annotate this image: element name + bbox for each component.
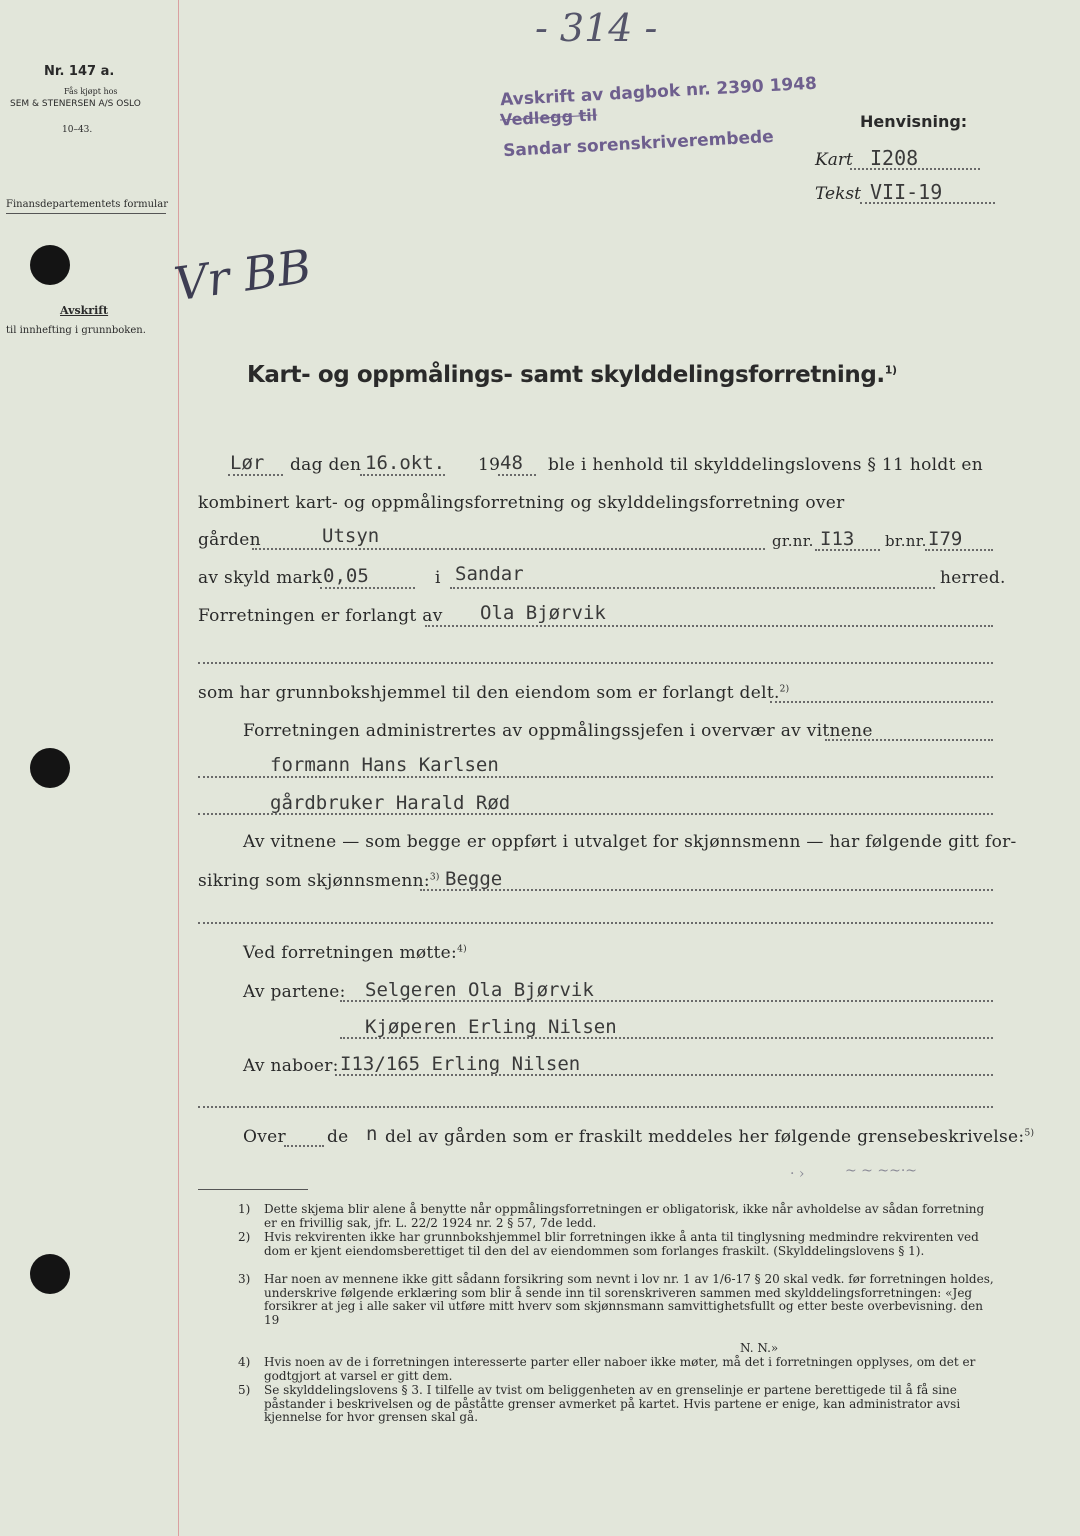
brnr-label: br.nr. — [885, 532, 927, 550]
punch-hole-bottom — [30, 1254, 70, 1294]
year-dots — [498, 474, 536, 476]
in-label: i — [435, 568, 441, 588]
ministry-form-label: Finansdepartementets formular — [6, 199, 168, 210]
ministry-underline — [6, 213, 166, 214]
witness-text-2 — [198, 871, 440, 891]
punch-hole-middle — [30, 748, 70, 788]
footnote-5 — [238, 1384, 994, 1425]
over-dots — [284, 1145, 324, 1147]
footnote-1-number: 1) — [238, 1202, 251, 1216]
year-prefix: 19 — [478, 455, 501, 475]
document-title — [247, 362, 897, 388]
farm-dots — [252, 548, 765, 550]
farm-label: gården — [198, 530, 261, 550]
grnr-value: I13 — [820, 528, 855, 550]
herred-label: herred. — [940, 568, 1006, 588]
title-footnote-ref: 1) — [884, 363, 897, 377]
form-number: Nr. 147 a. — [44, 64, 115, 79]
intro-line-2: kombinert kart- og oppmålingsforretning og skylddelingsforretning over — [198, 493, 845, 513]
owner-line — [198, 683, 790, 703]
party-2-dots — [340, 1037, 993, 1039]
intro-rest: ble i henhold til skylddelingslovens § 11 holdt en — [548, 455, 984, 475]
owner-dots — [770, 701, 993, 703]
met-label — [243, 943, 467, 963]
footnote-4-text: Hvis noen av de i forretningen interesserte parter eller naboer ikke møter, må det i forretningen opplyses, om det er godtgjort at varsel er gitt dem. — [264, 1355, 976, 1383]
skyld-value: 0,05 — [323, 565, 369, 587]
stamp-line-2: Sandar sorenskriverembede — [502, 126, 775, 162]
de-label: de — [327, 1127, 349, 1147]
stamp-line-1: Avskrift av dagbok nr. 2390 1948 — [499, 73, 818, 111]
requested-extra-dots — [198, 662, 993, 664]
witness-1: formann Hans Karlsen — [270, 754, 499, 776]
witness-text-1: Av vitnene — som begge er oppført i utvalget for skjønnsmenn — har følgende gitt for- — [243, 832, 1017, 852]
footnote-3-signature-text: N. N.» — [740, 1341, 779, 1355]
footnote-3-text: Har noen av mennene ikke gitt sådann forsikring som nevnt i lov nr. 1 av 1/6-17 § 20 skal vedk. før forretningen holdes, underskrive følgende erklæring som blir å sende inn til sorenskriveren sammen med skylddelingsforretningen: «Jeg forsikrer at jeg i alle saker vil utføre mitt hverv som skjønnsmann samvittighetsfullt og etter beste overbevisning. den 19 — [264, 1272, 994, 1327]
footnote-2 — [238, 1231, 994, 1258]
boundary-footnote-ref: 5) — [1024, 1128, 1035, 1139]
form-supplier-line2: SEM & STENERSEN A/S OSLO — [10, 99, 141, 109]
requested-dots — [425, 625, 993, 627]
requested-value: Ola Bjørvik — [480, 602, 606, 624]
farm-value: Utsyn — [322, 525, 380, 547]
kart-dots — [850, 168, 980, 170]
copy-purpose: til innhefting i grunnboken. — [6, 325, 146, 336]
form-supplier-line1: Fås kjøpt hos — [64, 87, 118, 96]
admin-line: Forretningen administrertes av oppmålingssjefen i overvær av vitnene — [243, 721, 873, 741]
owner-line-text: som har grunnbokshjemmel til den eiendom som er forlangt delt. — [198, 683, 780, 703]
day-dots — [228, 474, 283, 476]
owner-footnote-ref: 2) — [779, 684, 790, 695]
party-1-dots — [340, 1000, 993, 1002]
kart-value: I208 — [870, 146, 919, 170]
tekst-label: Tekst — [815, 184, 861, 204]
footnote-3-signature — [740, 1342, 820, 1356]
footnote-3-number: 3) — [238, 1272, 251, 1286]
party-2: Kjøperen Erling Nilsen — [365, 1016, 617, 1038]
neighbours-label: Av naboer: — [243, 1056, 339, 1076]
brnr-value: I79 — [928, 528, 963, 550]
stamp-struck-text: Vedlegg til — [499, 105, 598, 130]
boundary-text — [385, 1127, 1034, 1147]
neighbour-extra-dots — [198, 1106, 993, 1108]
part-value: n — [366, 1123, 378, 1145]
document-title-text: Kart- og oppmålings- samt skylddelingsforretning. — [247, 362, 885, 388]
party-1: Selgeren Ola Bjørvik — [365, 979, 594, 1001]
over-label: Over — [243, 1127, 286, 1147]
kart-label: Kart — [815, 150, 853, 170]
brnr-dots — [925, 549, 993, 551]
faint-mark: · › — [790, 1166, 805, 1182]
form-date: 10–43. — [62, 125, 93, 135]
admin-dots — [825, 739, 993, 741]
footnote-2-text: Hvis rekvirenten ikke har grunnbokshjemmel blir forretningen ikke å anta til tinglysning medmindre rekvirenten ved dom er kjent eiendomsberettiget til den del av eiendommen som forlanges fraskilt. (Skylddelingslovens § 1). — [264, 1230, 979, 1258]
faint-scribble: ~ ~ ~~·~ — [845, 1163, 918, 1179]
witness-footnote-ref: 3) — [429, 872, 440, 883]
witness-answer-dots — [420, 889, 993, 891]
year-suffix: 48 — [500, 452, 523, 474]
grnr-label: gr.nr. — [772, 532, 814, 550]
handwritten-initials: Vr BB — [170, 238, 315, 312]
skyld-label: av skyld mark — [198, 568, 323, 588]
footnote-1-text: Dette skjema blir alene å benytte når oppmålingsforretningen er obligatorisk, ikke når avholdelse av sådan forretning er en frivillig sak, jfr. L. 22/2 1924 nr. 2 § 57, 7de ledd. — [264, 1202, 985, 1230]
requested-label: Forretningen er forlangt av — [198, 606, 443, 626]
margin-rule — [178, 0, 179, 1536]
parties-label: Av partene: — [243, 982, 346, 1002]
punch-hole-top — [30, 245, 70, 285]
footnote-2-number: 2) — [238, 1230, 251, 1244]
neighbour-1: I13/165 Erling Nilsen — [340, 1053, 581, 1075]
footnote-divider — [198, 1189, 308, 1190]
herred-dots — [450, 587, 935, 589]
footnote-3 — [238, 1273, 994, 1327]
witness-text-2-text: sikring som skjønnsmenn: — [198, 871, 430, 891]
tekst-value: VII-19 — [870, 180, 943, 204]
day-label: dag den — [290, 455, 362, 475]
witness-2: gårdbruker Harald Rød — [270, 792, 511, 814]
boundary-text-content: del av gården som er fraskilt meddeles her følgende grensebeskrivelse: — [385, 1127, 1025, 1147]
page-number: - 314 - — [535, 6, 658, 50]
met-label-text: Ved forretningen møtte: — [243, 943, 458, 963]
witness-1-dots — [198, 776, 993, 778]
witness-2-dots — [198, 813, 993, 815]
day-name: Lør — [230, 452, 265, 474]
footnote-4-number: 4) — [238, 1355, 251, 1369]
footnote-5-text: Se skylddelingslovens § 3. I tilfelle av tvist om beliggenheten av en grenselinje er partene berettigede til å få sine påstander i beskrivelsen og de påståtte grenser avmerket på kartet. Hvis partene er enige, kan administrator avsi kjennelse for hvor grensen skal gå. — [264, 1383, 961, 1425]
footnote-5-number: 5) — [238, 1383, 251, 1397]
herred-value: Sandar — [455, 563, 524, 585]
skyld-dots — [320, 587, 415, 589]
witness-answer: Begge — [445, 868, 503, 890]
footnote-4 — [238, 1356, 994, 1383]
witness-extra-dots — [198, 922, 993, 924]
footnote-1 — [238, 1203, 994, 1230]
copy-label: Avskrift — [60, 304, 109, 317]
date-value: 16.okt. — [365, 452, 446, 474]
tekst-dots — [860, 202, 995, 204]
reference-label: Henvisning: — [860, 112, 968, 131]
neighbour-1-dots — [335, 1074, 993, 1076]
grnr-dots — [815, 549, 880, 551]
met-footnote-ref: 4) — [457, 944, 467, 955]
date-dots — [360, 474, 445, 476]
